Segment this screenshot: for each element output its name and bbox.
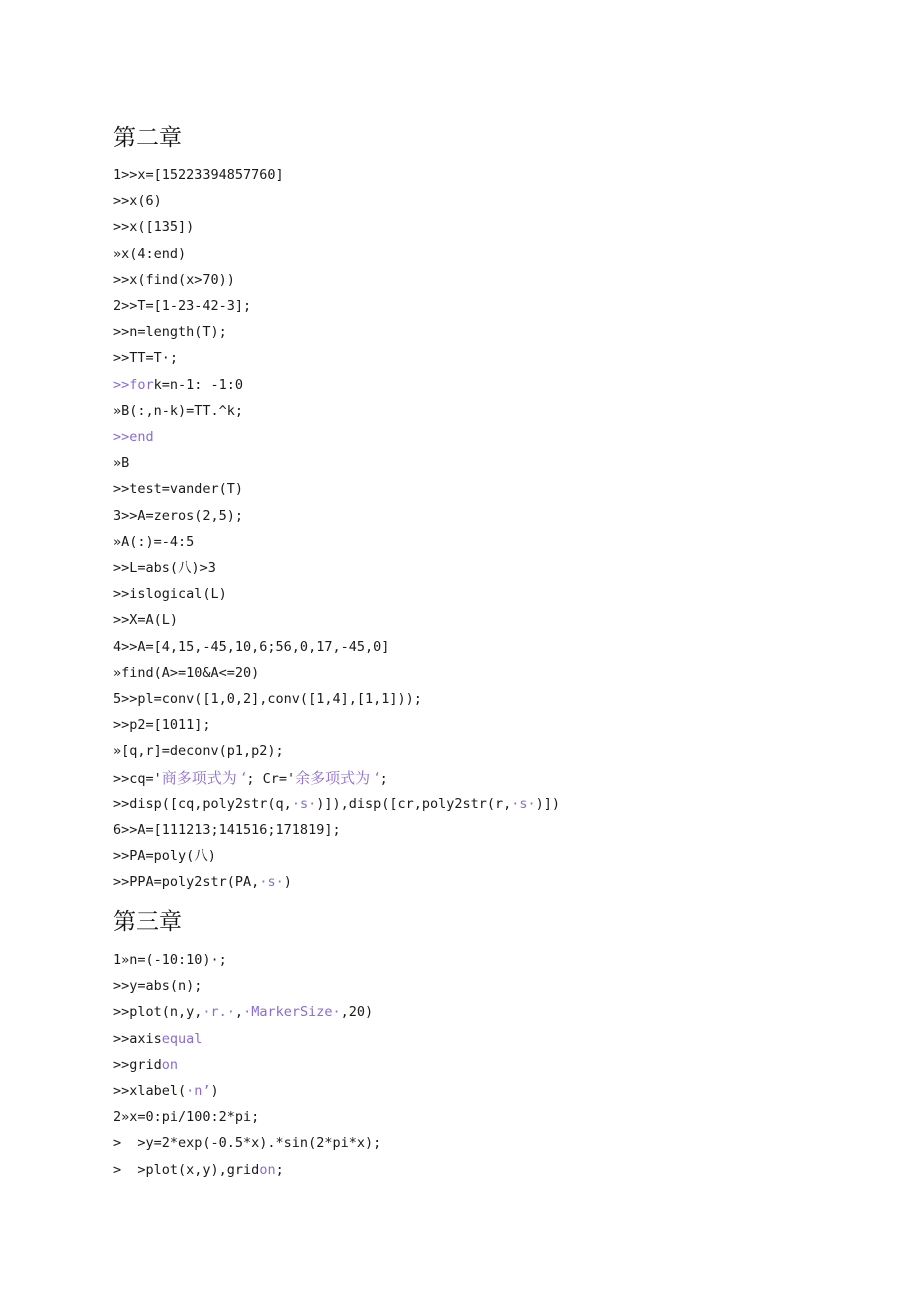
- code-token: »B(:,n-k)=TT.^k;: [113, 402, 244, 419]
- code-token: 4>>A=[4,15,-45,10,6;56,0,17,-45,0]: [113, 638, 390, 655]
- code-line: [113, 1056, 178, 1074]
- code-line: [113, 218, 194, 236]
- code-line: [113, 977, 202, 995]
- code-token: ·s·: [259, 874, 284, 891]
- code-token: >>xlabel(: [113, 1083, 187, 1099]
- code-token: >>test=vander(T): [113, 481, 244, 498]
- code-token: 6>>A=[111213;141516;171819];: [113, 822, 341, 838]
- code-token: )]),disp([cr,poly2str(r,: [316, 795, 512, 812]
- code-token: 商多项式为 ‘: [161, 768, 247, 787]
- code-line: [113, 1082, 219, 1100]
- code-line: [113, 638, 389, 656]
- code-line: [113, 716, 211, 734]
- code-token: >>cq=': [113, 770, 162, 787]
- code-token: ·r.·: [202, 1004, 235, 1021]
- code-line: [113, 480, 243, 498]
- code-line: [113, 376, 243, 394]
- code-token: ,: [234, 1004, 244, 1021]
- code-token: ): [283, 874, 292, 891]
- code-token: 2>>T=[1-23-42-3];: [113, 298, 252, 314]
- code-line: [113, 847, 216, 865]
- code-line: [113, 507, 243, 525]
- code-token: »B: [113, 455, 130, 472]
- code-line: [113, 271, 235, 289]
- code-token: ; Cr=': [246, 770, 296, 787]
- code-token: »A(:)=-4:5: [113, 533, 195, 550]
- code-token: >>: [113, 376, 130, 393]
- code-token: > >y=2*exp(-0.5*x).*sin(2*pi*x);: [113, 1135, 382, 1152]
- code-line: [113, 1161, 284, 1179]
- code-line: [113, 664, 259, 682]
- code-line: [113, 795, 560, 813]
- code-line: [113, 349, 178, 367]
- code-token: 1»n=(-10:10)·;: [113, 952, 227, 968]
- code-token: >>p2=[1011];: [113, 717, 211, 734]
- code-token: 余多项式为 ‘: [295, 768, 380, 787]
- code-token: >>x(6): [113, 193, 162, 210]
- code-token: ·s·: [511, 795, 536, 812]
- chapter-2-heading: 第二章: [113, 125, 182, 151]
- code-token: 1>>x=[15223394857760]: [113, 167, 284, 183]
- code-line: [113, 323, 227, 341]
- code-line: [113, 611, 178, 629]
- code-line: [113, 245, 186, 263]
- code-line: [113, 192, 162, 210]
- code-line: [113, 821, 341, 839]
- code-line: [113, 690, 422, 708]
- code-token: >>islogical(L): [113, 586, 227, 603]
- code-token: > >plot(x,y),grid: [113, 1161, 260, 1178]
- code-line: [113, 533, 194, 551]
- code-line: [113, 1134, 381, 1152]
- code-line: [113, 428, 154, 446]
- code-token: »x(4:end): [113, 245, 187, 262]
- code-token: >>axis: [113, 1030, 162, 1047]
- code-token: >>L=abs(八)>3: [113, 560, 216, 576]
- code-token: >>PPA=poly2str(PA,: [113, 874, 260, 891]
- code-line: [113, 1108, 259, 1126]
- code-line: [113, 402, 243, 420]
- code-line: [113, 951, 227, 969]
- code-line: [113, 166, 284, 184]
- code-token: >>grid: [113, 1056, 162, 1073]
- code-token: ·s·: [291, 795, 317, 812]
- code-line: [113, 873, 292, 891]
- code-token: >>disp([cq,poly2str(q,: [113, 795, 292, 812]
- code-token: >>: [113, 429, 130, 445]
- code-token: ·MarkerSize·: [243, 1004, 341, 1021]
- code-token: k=n-1: -1:0: [153, 376, 244, 393]
- code-token: ): [210, 1083, 219, 1099]
- code-line: [113, 742, 284, 760]
- code-token: ;: [275, 1161, 284, 1178]
- code-token: on: [161, 1056, 179, 1073]
- code-token: end: [129, 429, 154, 445]
- code-token: equal: [161, 1030, 203, 1047]
- code-token: »[q,r]=deconv(p1,p2);: [113, 743, 284, 760]
- code-token: >>X=A(L): [113, 612, 179, 629]
- code-token: )]): [535, 795, 561, 812]
- code-token: »find(A>=10&A<=20): [113, 664, 260, 681]
- code-token: >>TT=T·;: [113, 350, 179, 367]
- code-token: ·n’: [186, 1083, 211, 1099]
- code-token: >>y=abs(n);: [113, 978, 203, 995]
- code-token: >>plot(n,y,: [113, 1004, 203, 1021]
- code-token: 3>>A=zeros(2,5);: [113, 507, 244, 524]
- code-token: >>x([135]): [113, 219, 195, 236]
- code-token: for: [129, 376, 154, 393]
- code-line: [113, 297, 251, 315]
- code-line: [113, 1030, 202, 1048]
- code-token: >>x(find(x>70)): [113, 271, 235, 288]
- code-token: >>PA=poly(八): [113, 848, 216, 865]
- code-token: >>n=length(T);: [113, 324, 227, 341]
- code-line: [113, 559, 216, 577]
- code-token: ;: [379, 770, 388, 787]
- code-line: [113, 454, 129, 472]
- chapter-3-heading: 第三章: [113, 909, 182, 935]
- code-token: on: [259, 1161, 276, 1178]
- code-line: [113, 769, 388, 788]
- code-token: 2»x=0:pi/100:2*pi;: [113, 1109, 260, 1126]
- code-token: ,20): [340, 1004, 374, 1021]
- code-line: [113, 585, 227, 603]
- code-line: [113, 1003, 373, 1021]
- code-token: 5>>pl=conv([1,0,2],conv([1,4],[1,1]));: [113, 691, 422, 707]
